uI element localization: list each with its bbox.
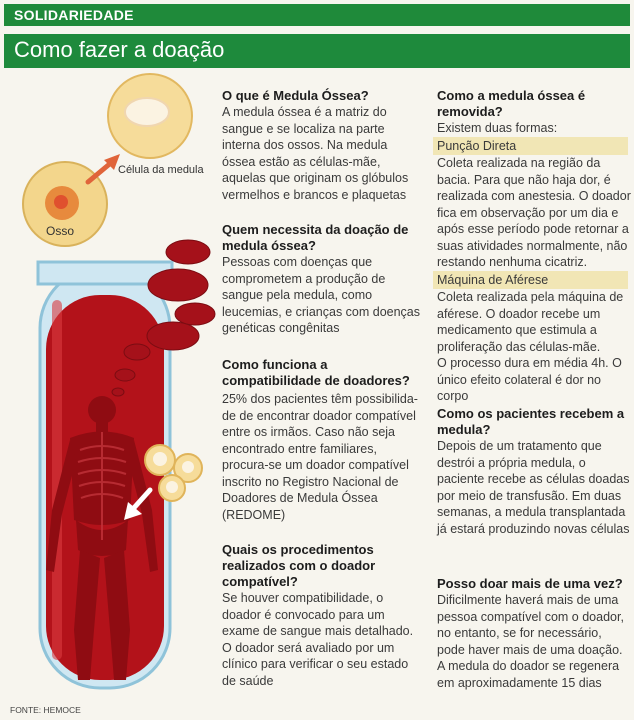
source-credit: FONTE: HEMOCE xyxy=(10,705,81,715)
bone-label: Osso xyxy=(46,224,75,238)
qa-procedures xyxy=(222,542,422,689)
answer-text: Se houver compatibilidade, o doador é convocado para um exame de sangue mais detalhado. xyxy=(222,591,414,638)
bone-marrow-dot xyxy=(54,195,68,209)
illustration xyxy=(0,70,220,710)
question-heading: Quem necessita da doação de medula óssea? xyxy=(222,222,409,253)
section-label: SOLIDARIEDADE xyxy=(14,7,134,23)
cell-label: Célula da medula xyxy=(118,164,204,176)
page-title: Como fazer a doação xyxy=(14,37,225,62)
section-bar xyxy=(4,4,630,26)
answer-text-2: A medula do doador se regenera em aproximadamente 15 dias xyxy=(437,659,620,690)
intro-text: Existem duas formas: xyxy=(437,121,558,135)
marrow-cell-nucleus xyxy=(125,98,169,126)
question-heading: O que é Medula Óssea? xyxy=(222,88,369,103)
question-heading: Quais os procedimentos realizados com o doador compatível? xyxy=(222,542,376,589)
question-heading: Como os pacientes recebem a medula? xyxy=(437,406,625,437)
qa-compatibility xyxy=(222,357,422,523)
qa-donate-again xyxy=(437,576,632,691)
method-direct-title: Punção Direta xyxy=(433,137,628,156)
title-bar xyxy=(4,34,630,68)
answer-text: A medula óssea é a matriz do sangue e se localiza na parte interna dos ossos. Na medula óssea estão as células-mãe, aquelas que originam os glóbulos vermelhos e brancos e plaquetas xyxy=(222,105,409,202)
qa-removal xyxy=(437,88,632,405)
answer-text: Pessoas com doenças que comprometem a produção de sangue pela medula, como leucemias, e crianças com doenças genéticas congênitas xyxy=(222,255,421,335)
answer-text: Depois de um tratamento que destrói a própria medula, o paciente recebe as células doadas por meio de transfusão. Em duas semanas, a medula transplantada já estará produzindo novas células xyxy=(437,439,630,536)
question-heading: Posso doar mais de uma vez? xyxy=(437,576,623,591)
qa-receive xyxy=(437,406,632,537)
method-direct-text: Coleta realizada na região da bacia. Para que não haja dor, é realizada com anestesia. O doador fica em observação por um dia e após esse período pode retornar a suas atividades normalmente, não restando nenhuma cicatriz. xyxy=(437,156,631,269)
question-heading: Como funciona a compatibilidade de doadores? xyxy=(222,357,410,388)
answer-text: 25% dos pacientes têm possibilida-de de encontrar doador compatível entre os irmãos. Caso não seja encontrado entre familiares, procura-se um doador compatível inscrito no Registro Nacional de Doadores de Medula Óssea (REDOME) xyxy=(222,392,418,522)
qa-what-is-marrow xyxy=(222,88,422,203)
method-apheresis-text: Coleta realizada pela máquina de aférese. O doador recebe um medicamento que estimula a proliferação das células-mãe. xyxy=(437,290,624,354)
answer-text-2: O doador será avaliado por um clínico para verificar o seu estado de saúde xyxy=(222,640,409,688)
answer-text: Dificilmente haverá mais de uma pessoa compatível com o doador, no entanto, se for necessário, pode haver mais de uma doação. xyxy=(437,593,624,657)
question-heading: Como a medula óssea é removida? xyxy=(437,88,586,119)
qa-who-needs xyxy=(222,222,422,337)
method-apheresis-extra: O processo dura em média 4h. O único efeito colateral é dor no corpo xyxy=(437,356,622,403)
method-apheresis-title: Máquina de Aférese xyxy=(433,271,628,290)
